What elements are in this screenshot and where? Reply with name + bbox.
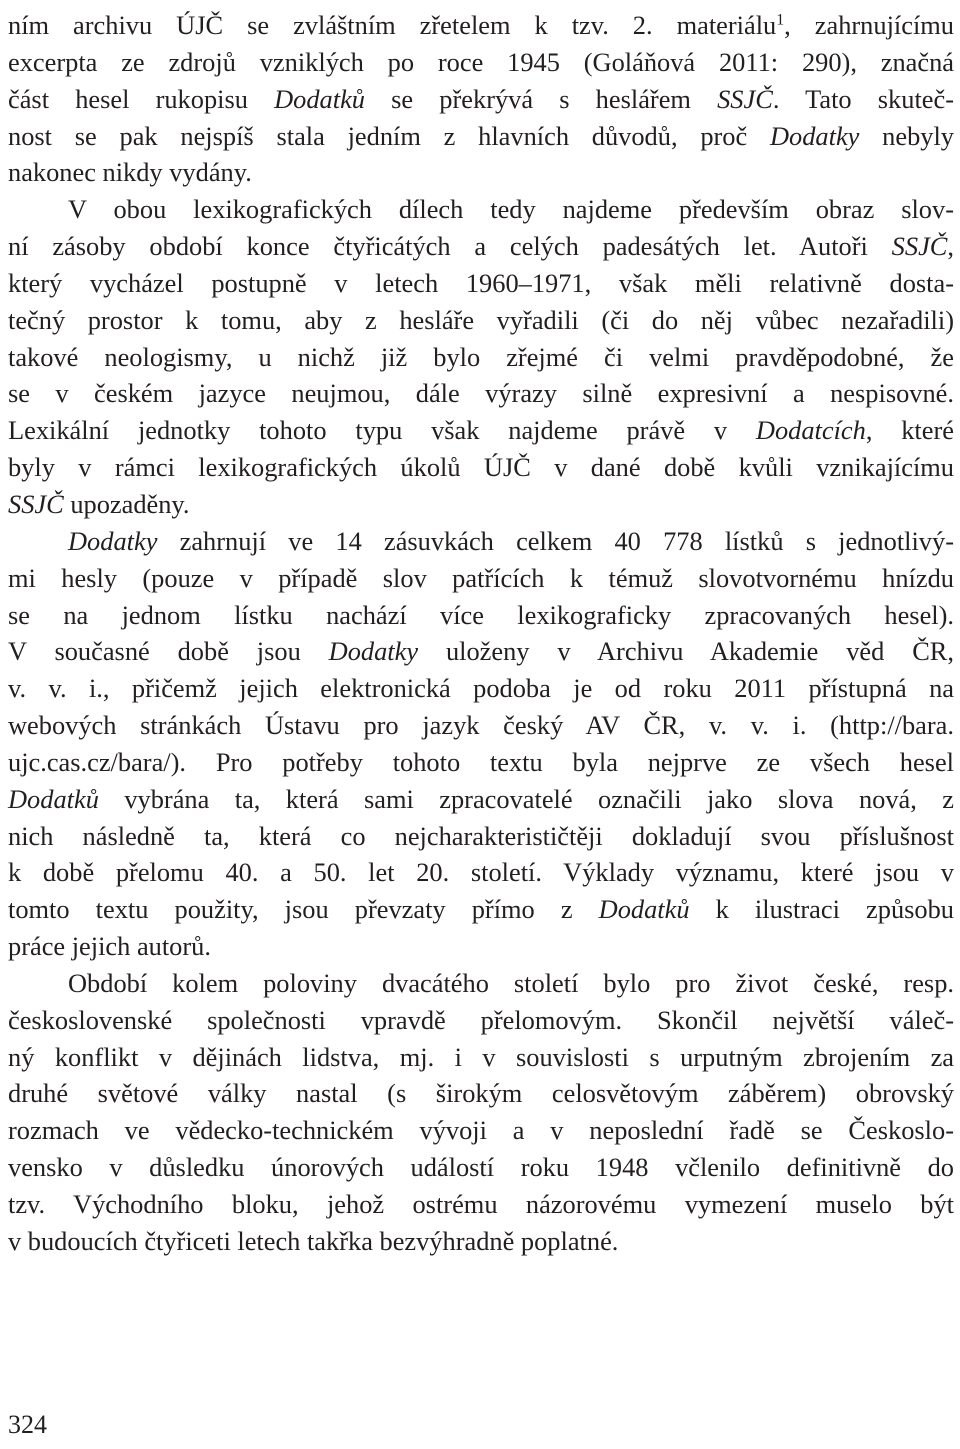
text-run: v budoucích čtyřiceti letech takřka bezvýhradně poplatné. [8, 1225, 619, 1256]
text-run: který vycházel postupně v letech 1960–1971, však měli relativně dosta- [8, 267, 954, 298]
text-run: mi hesly (pouze v případě slov patřících k témuž slovotvornému hnízdu [8, 562, 954, 593]
italic-term: Dodatků [598, 894, 690, 925]
text-run: vybrána ta, která sami zpracovatelé označili jako slova nová, z [98, 783, 954, 814]
text-run: V současné době jsou [8, 636, 329, 667]
italic-term: SSJČ [8, 488, 64, 519]
text-run: upozaděny. [63, 488, 190, 519]
text-run: nakonec nikdy vydány. [8, 157, 252, 188]
text-run: tomto textu použity, jsou převzaty přímo z [8, 894, 599, 925]
text-run: ujc.cas.cz/bara/). Pro potřeby tohoto textu byla nejprve ze všech hesel [8, 746, 954, 777]
text-run: československé společnosti vpravdě přelomovým. Skončil největší váleč- [8, 1004, 954, 1035]
text-run: webových stránkách Ústavu pro jazyk český AV ČR, v. v. i. (http://bara. [8, 710, 954, 741]
italic-term: SSJČ [891, 231, 948, 262]
text-line [8, 928, 954, 965]
text-run: nost se pak nejspíš stala jedním z hlavních důvodů, proč [8, 120, 770, 151]
italic-term: Dodatky [328, 636, 419, 667]
text-line [8, 81, 954, 118]
text-run: k době přelomu 40. a 50. let 20. století. Výklady významu, které jsou v [8, 857, 954, 888]
text-line [8, 44, 954, 81]
page-number: 324 [8, 1410, 47, 1439]
text-run: , zahrnujícímu [784, 10, 954, 40]
text-line [8, 744, 954, 781]
text-line [8, 7, 954, 44]
text-line [8, 486, 954, 523]
text-run: ním archivu ÚJČ se zvláštním zřetelem k tzv. 2. materiálu [8, 10, 777, 40]
text-line [8, 818, 954, 855]
text-run: vensko v důsledku únorových událostí roku 1948 včlenilo definitivně do [8, 1152, 954, 1183]
text-run: tečný prostor k tomu, aby z hesláře vyřadili (či do něj vůbec nezařadili) [8, 304, 954, 335]
italic-term: Dodatcích [755, 415, 866, 446]
text-run: nebyly [859, 120, 954, 151]
document-page [8, 0, 954, 1449]
text-run: rozmach ve vědecko-technickém vývoji a v neposlední řadě se Českoslo- [8, 1115, 954, 1146]
italic-term: Dodatky [769, 120, 860, 151]
text-line [8, 1149, 954, 1186]
italic-term: Dodatky [68, 525, 158, 556]
text-run: část hesel rukopisu [8, 83, 275, 114]
text-line [8, 670, 954, 707]
text-run: excerpta ze zdrojů vzniklých po roce 1945 (Goláňová 2011: 290), značná [8, 46, 954, 77]
text-run: , [947, 231, 954, 262]
text-line [8, 597, 954, 634]
text-run: takové neologismy, u nichž již bylo zřejmé či velmi pravděpodobné, že [8, 341, 954, 372]
text-run: nich následně ta, která co nejcharakterističtěji dokladují svou příslušnost [8, 820, 954, 851]
text-line [8, 265, 954, 302]
body-text [8, 7, 954, 1260]
text-run: se v českém jazyce neujmou, dále výrazy silně expresivní a nespisovné. [8, 378, 954, 409]
text-line [8, 965, 954, 1002]
text-line [8, 118, 954, 155]
text-line [8, 449, 954, 486]
text-run: k ilustraci způsobu [689, 894, 954, 925]
text-line [8, 891, 954, 928]
text-run: práce jejich autorů. [8, 931, 211, 962]
italic-term: Dodatků [8, 783, 99, 814]
text-run: V obou lexikografických dílech tedy najdeme především obraz slov- [68, 194, 954, 225]
text-line [8, 339, 954, 376]
text-line [8, 1186, 954, 1223]
text-line [8, 412, 954, 449]
text-line [8, 1075, 954, 1112]
text-run: v. v. i., přičemž jejich elektronická podoba je od roku 2011 přístupná na [8, 673, 954, 704]
text-run: se na jednom lístku nachází více lexikograficky zpracovaných hesel). [8, 599, 954, 630]
text-run: Období kolem poloviny dvacátého století bylo pro život české, resp. [68, 967, 954, 998]
text-run: , které [865, 415, 954, 446]
text-line [8, 1112, 954, 1149]
text-line [8, 854, 954, 891]
italic-term: Dodatků [274, 83, 365, 114]
text-run: ní zásoby období konce čtyřicátých a celých padesátých let. Autoři [8, 231, 892, 262]
text-line [8, 1223, 954, 1260]
text-run: . Tato skuteč- [772, 83, 954, 114]
text-line [8, 302, 954, 339]
text-line [8, 707, 954, 744]
text-line [8, 154, 954, 191]
text-line [8, 228, 954, 265]
text-run: uloženy v Archivu Akademie věd ČR, [418, 636, 954, 667]
text-run: druhé světové války nastal (s širokým celosvětovým záběrem) obrovský [8, 1078, 954, 1109]
text-run: Lexikální jednotky tohoto typu však najdeme právě v [8, 415, 756, 446]
text-line [8, 1002, 954, 1039]
text-line [8, 191, 954, 228]
text-run: tzv. Východního bloku, jehož ostrému názorovému vymezení muselo být [8, 1189, 954, 1219]
text-line [8, 781, 954, 818]
footnote-marker: 1 [776, 11, 785, 29]
text-line [8, 375, 954, 412]
italic-term: SSJČ [717, 83, 773, 114]
text-line [8, 633, 954, 670]
text-line [8, 523, 954, 560]
text-line [8, 560, 954, 597]
text-run: zahrnují ve 14 zásuvkách celkem 40 778 lístků s jednotlivý- [157, 525, 954, 556]
text-run: se překrývá s heslářem [365, 83, 718, 114]
text-run: byly v rámci lexikografických úkolů ÚJČ v dané době kvůli vznikajícímu [8, 452, 954, 483]
text-run: ný konflikt v dějinách lidstva, mj. i v souvislosti s urputným zbrojením za [8, 1041, 954, 1072]
text-line [8, 1039, 954, 1076]
